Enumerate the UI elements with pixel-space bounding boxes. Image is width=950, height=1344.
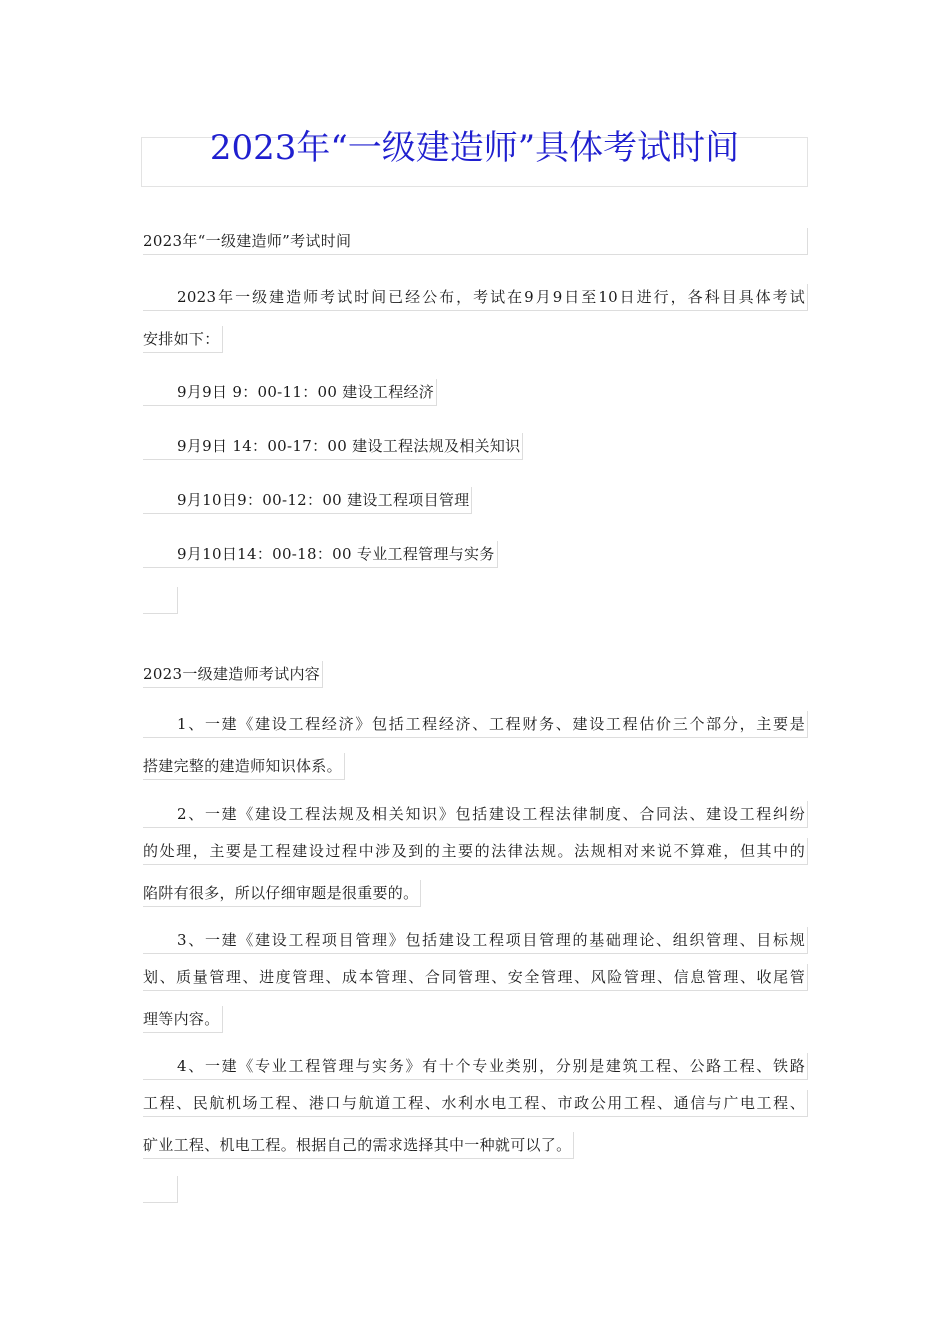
content-item-1 — [143, 711, 808, 790]
content-item-2 — [143, 801, 808, 917]
content-line: 矿业工程、机电工程。根据自己的需求选择其中一种就可以了。 — [143, 1132, 574, 1159]
schedule-line: 9月10日14：00-18：00 专业工程管理与实务 — [143, 541, 498, 568]
content-line: 3、一建《建设工程项目管理》包括建设工程项目管理的基础理论、组织管理、目标规 — [143, 927, 808, 954]
section2-heading: 2023一级建造师考试内容 — [143, 661, 323, 688]
content-line: 4、一建《专业工程管理与实务》有十个专业类别，分别是建筑工程、公路工程、铁路 — [143, 1053, 808, 1080]
intro-paragraph — [143, 284, 808, 363]
empty-paragraph — [143, 587, 178, 614]
document-title: 2023年“一级建造师”具体考试时间 — [209, 128, 740, 168]
intro-line: 2023年一级建造师考试时间已经公布，考试在9月9日至10日进行，各科目具体考试 — [143, 284, 808, 311]
content-line: 2、一建《建设工程法规及相关知识》包括建设工程法律制度、合同法、建设工程纠纷 — [143, 801, 808, 828]
content-line: 1、一建《建设工程经济》包括工程经济、工程财务、建设工程估价三个部分，主要是 — [143, 711, 808, 738]
content-line: 陷阱有很多，所以仔细审题是很重要的。 — [143, 880, 421, 907]
content-line: 工程、民航机场工程、港口与航道工程、水利水电工程、市政公用工程、通信与广电工程、 — [143, 1090, 808, 1117]
empty-paragraph — [143, 1176, 178, 1203]
section2-heading-block — [143, 656, 808, 698]
content-item-3 — [143, 927, 808, 1043]
content-line: 理等内容。 — [143, 1006, 223, 1033]
section1-heading-block — [143, 228, 808, 255]
schedule-item-1 — [143, 374, 808, 416]
schedule-line: 9月10日9：00-12：00 建设工程项目管理 — [143, 487, 472, 514]
intro-line: 安排如下： — [143, 326, 223, 353]
schedule-line: 9月9日 14：00-17：00 建设工程法规及相关知识 — [143, 433, 523, 460]
content-line: 搭建完整的建造师知识体系。 — [143, 753, 345, 780]
content-line: 划、质量管理、进度管理、成本管理、合同管理、安全管理、风险管理、信息管理、收尾管 — [143, 964, 808, 991]
schedule-item-2 — [143, 428, 808, 470]
section1-heading: 2023年“一级建造师”考试时间 — [143, 228, 808, 255]
schedule-item-3 — [143, 482, 808, 524]
content-item-4 — [143, 1053, 808, 1169]
schedule-item-4 — [143, 536, 808, 578]
schedule-line: 9月9日 9：00-11：00 建设工程经济 — [143, 379, 437, 406]
content-line: 的处理，主要是工程建设过程中涉及到的主要的法律法规。法规相对来说不算难，但其中的 — [143, 838, 808, 865]
